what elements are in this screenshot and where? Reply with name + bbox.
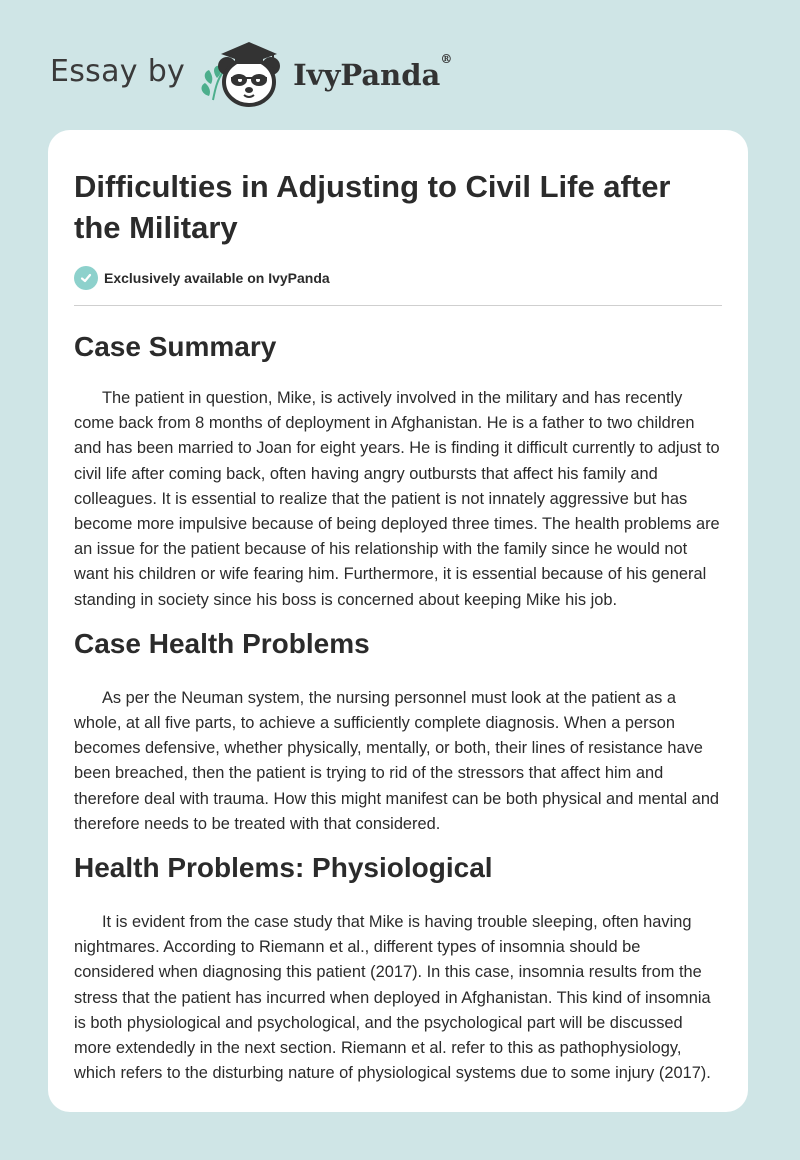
essay-by-label: Essay by: [50, 53, 186, 89]
brand-text: IvyPanda: [293, 58, 441, 92]
exclusive-label: Exclusively available on IvyPanda: [104, 270, 330, 286]
brand-name[interactable]: [293, 52, 453, 92]
section-heading: Case Health Problems: [74, 627, 370, 659]
check-icon: [74, 266, 98, 290]
section-case-health-problems: [74, 627, 722, 837]
ivypanda-logo-icon[interactable]: [199, 30, 289, 110]
article-title: Difficulties in Adjusting to Civil Life after the Military: [74, 169, 671, 245]
title-divider: [74, 305, 722, 306]
section-heading: Health Problems: Physiological: [74, 852, 493, 884]
article-content: [48, 130, 748, 1086]
section-physiological: [74, 851, 722, 1086]
section-case-summary: [74, 330, 722, 613]
section-heading: Case Summary: [74, 331, 277, 362]
article-card: [48, 130, 748, 1112]
section-paragraph: It is evident from the case study that Mike is having trouble sleeping, often having nightmares. According to Riemann et al., different types of insomnia should be considered when diagnosing this patient (2017). In this case, insomnia results from the stress that the patient has incurred when deployed in Afghanistan. This kind of insomnia is both physiological and psychological, and the psychological part will be discussed more extendedly in the next section. Riemann et al. refer to this as pathophysiology, which refers to the disturbing nature of physiological systems due to some injury (2017).: [74, 913, 711, 1083]
section-paragraph: The patient in question, Mike, is actively involved in the military and has recently come back from 8 months of deployment in Afghanistan. He is a father to two children and has been married to Joan for eight years. He is finding it difficult currently to adjust to civil life after coming back, often having angry outbursts that affect his family and colleagues. It is essential to realize that the patient is not innately aggressive but has become more impulsive because of being deployed three times. The health problems are an issue for the patient because of his relationship with the family since he would not want his children or wife fearing him. Furthermore, it is essential because of his general standing in society since his boss is concerned about keeping Mike his job.: [74, 389, 720, 609]
site-header: [50, 30, 452, 110]
registered-mark: ®: [440, 52, 453, 66]
section-paragraph: As per the Neuman system, the nursing personnel must look at the patient as a whole, at all five parts, to achieve a sufficiently complete diagnosis. When a person becomes defensive, whether physically, mentally, or both, their lines of resistance have been breached, then the patient is trying to rid of the stressors that affect him and therefore deal with trauma. How this might manifest can be both physical and mental and therefore needs to be treated with that considered.: [74, 688, 720, 833]
exclusive-badge: [74, 266, 722, 290]
